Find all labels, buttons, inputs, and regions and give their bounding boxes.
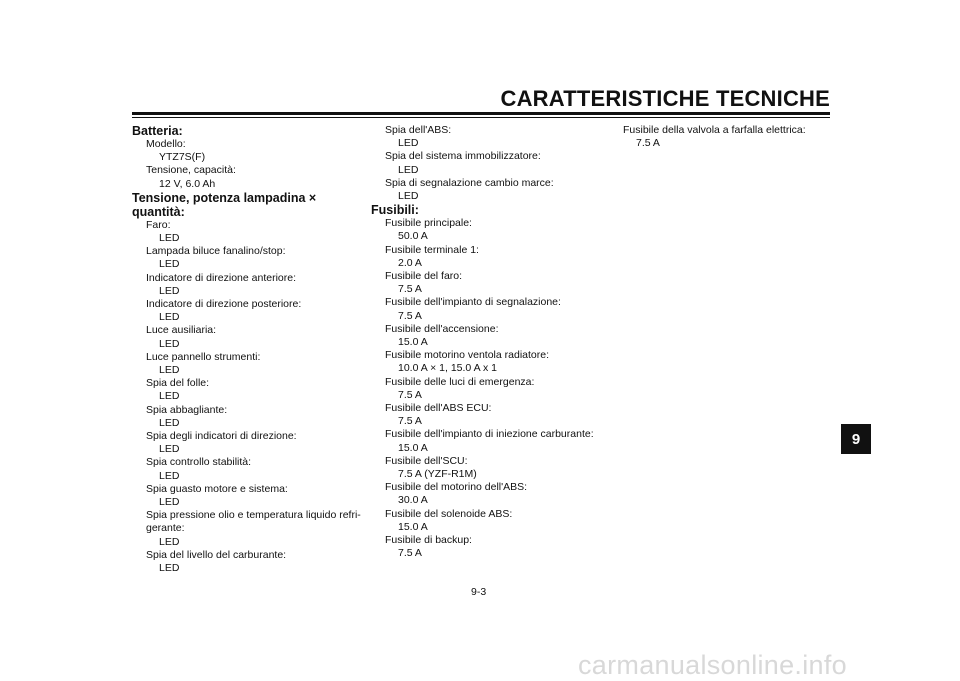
fuse-value: 7.5 A xyxy=(398,309,422,322)
spec-label: Spia degli indicatori di direzione: xyxy=(146,430,297,443)
spec-value: LED xyxy=(159,496,180,509)
watermark: carmanualsonline.info xyxy=(578,650,847,680)
spec-value: LED xyxy=(159,311,180,324)
spec-value: LED xyxy=(159,562,180,575)
spec-label: Luce ausiliaria: xyxy=(146,324,217,337)
fuse-label: Fusibile dell'impianto di iniezione carburante: xyxy=(385,428,594,441)
fuse-heading: Fusibili: xyxy=(371,203,419,218)
fuse-label: Fusibile dell'accensione: xyxy=(385,322,499,335)
fuse-label: Fusibile di backup: xyxy=(385,534,472,547)
spec-label: Spia abbagliante: xyxy=(146,403,228,416)
fuse-value: 15.0 A xyxy=(398,520,428,533)
column-2 xyxy=(371,124,611,561)
spec-label: Faro: xyxy=(146,218,171,231)
spec-value: YTZ7S(F) xyxy=(159,151,206,164)
spec-value: LED xyxy=(159,443,180,456)
fuse-label: Fusibile motorino ventola radiatore: xyxy=(385,349,550,362)
spec-label: Spia controllo stabilità: xyxy=(146,456,252,469)
fuse-label: Fusibile dell'ABS ECU: xyxy=(385,402,492,415)
spec-label: Indicatore di direzione anteriore: xyxy=(146,271,297,284)
fuse-value: 7.5 A xyxy=(398,415,422,428)
column-1 xyxy=(132,124,362,575)
column-3 xyxy=(609,124,839,150)
fuse-value: 15.0 A xyxy=(398,336,428,349)
spec-label: Spia pressione olio e temperatura liquido refri- xyxy=(146,509,361,522)
spec-label-continued: gerante: xyxy=(146,522,185,535)
spec-value: LED xyxy=(398,190,419,203)
chapter-tab: 9 xyxy=(841,424,871,454)
spec-value: LED xyxy=(159,469,180,482)
fuse-label: Fusibile dell'impianto di segnalazione: xyxy=(385,296,561,309)
fuse-value: 7.5 A xyxy=(398,388,422,401)
page-number: 9-3 xyxy=(471,586,487,598)
fuse-value: 7.5 A xyxy=(636,137,660,150)
spec-label: Spia di segnalazione cambio marce: xyxy=(385,176,554,189)
fuse-label: Fusibile dell'SCU: xyxy=(385,454,468,467)
fuse-label: Fusibile della valvola a farfalla elettrica: xyxy=(623,124,806,136)
spec-value: LED xyxy=(398,163,419,176)
spec-value: LED xyxy=(159,258,180,271)
fuse-value: 50.0 A xyxy=(398,230,428,243)
battery-heading: Batteria: xyxy=(132,124,183,138)
fuse-value: 10.0 A × 1, 15.0 A x 1 xyxy=(398,362,497,375)
spec-label: Indicatore di direzione posteriore: xyxy=(146,298,302,311)
page-title: CARATTERISTICHE TECNICHE xyxy=(500,86,830,111)
spec-label: Spia dell'ABS: xyxy=(385,124,452,136)
spec-label: Luce pannello strumenti: xyxy=(146,350,261,363)
spec-label: Tensione, capacità: xyxy=(146,164,236,177)
spec-label: Spia del livello del carburante: xyxy=(146,548,287,561)
fuse-value: 7.5 A xyxy=(398,547,422,560)
fuse-label: Fusibile del faro: xyxy=(385,270,463,283)
spec-value: LED xyxy=(159,535,180,548)
spec-value: 12 V, 6.0 Ah xyxy=(159,177,216,190)
fuse-label: Fusibile terminale 1: xyxy=(385,243,479,256)
spec-value: LED xyxy=(159,232,180,245)
fuse-value: 7.5 A xyxy=(398,283,422,296)
spec-label: Spia del folle: xyxy=(146,377,210,390)
spec-value: LED xyxy=(159,416,180,429)
spec-label: Modello: xyxy=(146,138,186,150)
spec-value: LED xyxy=(159,337,180,350)
spec-label: Spia guasto motore e sistema: xyxy=(146,482,288,495)
fuse-value: 7.5 A (YZF-R1M) xyxy=(398,468,477,481)
spec-label: Spia del sistema immobilizzatore: xyxy=(385,150,541,163)
fuse-value: 30.0 A xyxy=(398,494,428,507)
fuse-label: Fusibile del motorino dell'ABS: xyxy=(385,481,528,494)
bulb-heading: Tensione, potenza lampadina × quantità: xyxy=(132,190,317,219)
fuse-value: 2.0 A xyxy=(398,256,422,269)
spec-label: Lampada biluce fanalino/stop: xyxy=(146,245,286,258)
spec-value: LED xyxy=(159,364,180,377)
fuse-label: Fusibile principale: xyxy=(385,217,472,230)
fuse-value: 15.0 A xyxy=(398,441,428,454)
spec-value: LED xyxy=(159,390,180,403)
fuse-label: Fusibile del solenoide ABS: xyxy=(385,507,513,520)
fuse-label: Fusibile delle luci di emergenza: xyxy=(385,375,535,388)
title-rule xyxy=(132,112,830,118)
spec-value: LED xyxy=(398,137,419,150)
spec-value: LED xyxy=(159,284,180,297)
